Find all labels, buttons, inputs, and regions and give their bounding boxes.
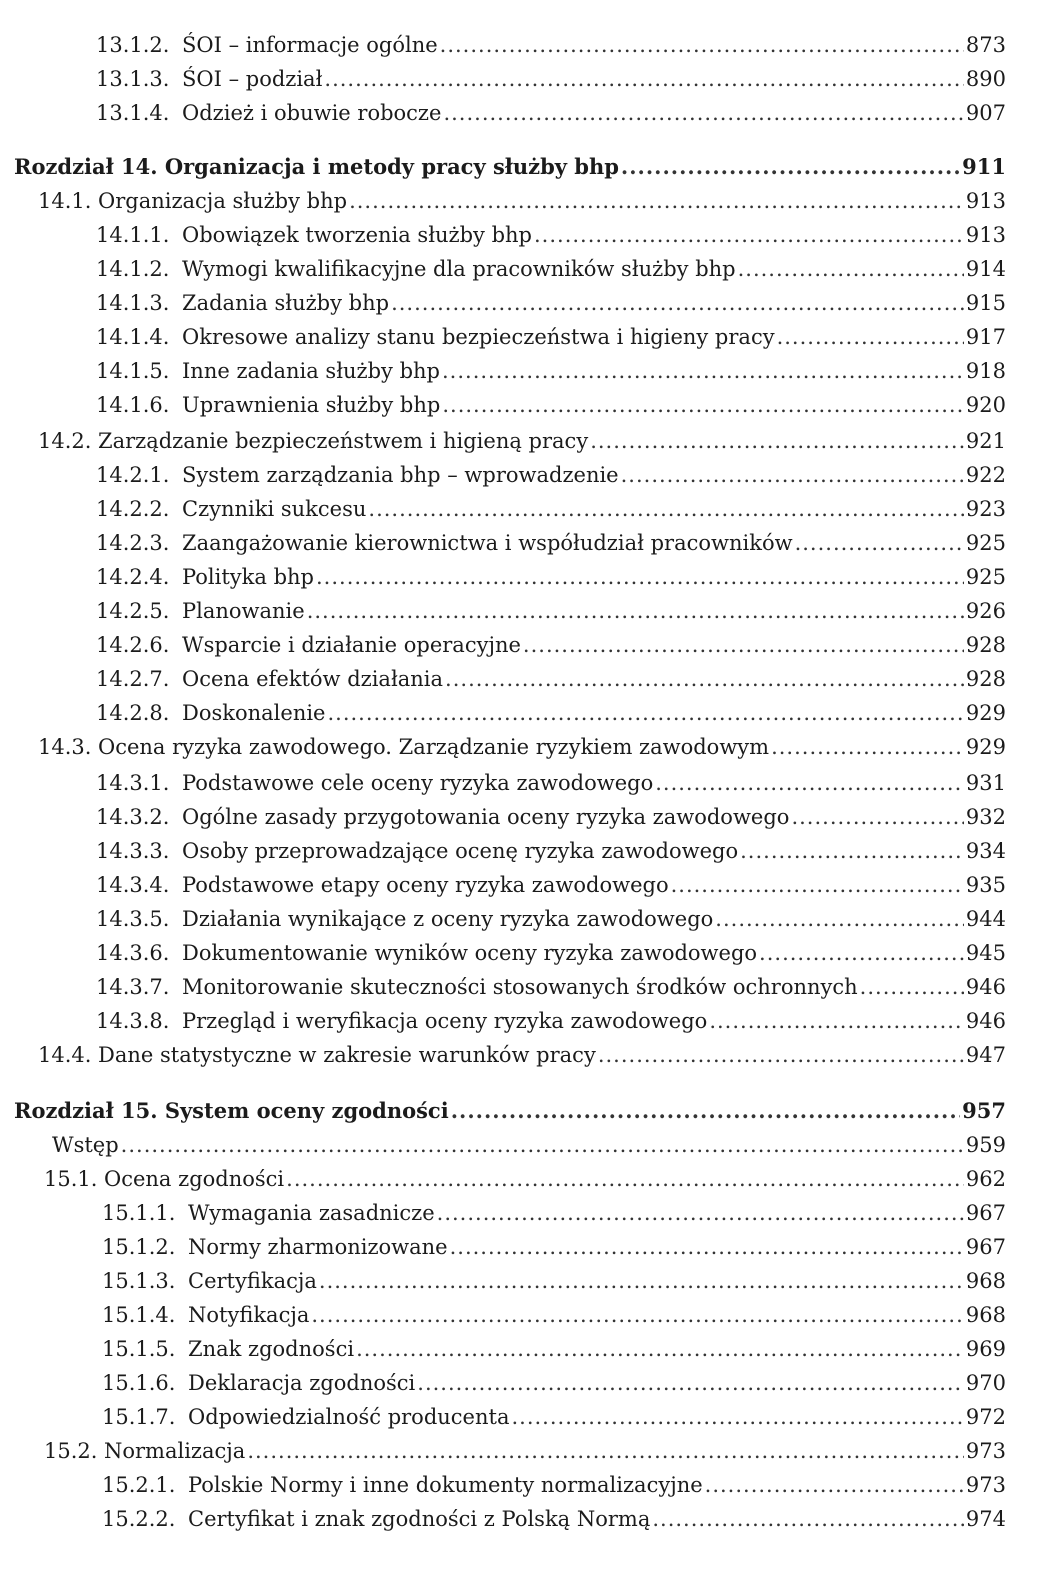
dot-leader: [705, 1468, 964, 1502]
toc-entry-page-number: 935: [965, 873, 1006, 897]
toc-entry-number: 13.1.4.: [96, 101, 170, 125]
dot-leader: [795, 526, 964, 560]
toc-entry-number: 15.1.7.: [102, 1405, 176, 1429]
toc-entry-number: 14.3.: [38, 735, 92, 759]
toc-entry-page-number: 925: [965, 565, 1006, 589]
toc-entry-number: 15.1.6.: [102, 1371, 176, 1395]
toc-entry-number: 14.3.3.: [96, 839, 170, 863]
toc-entry-title: Polityka bhp: [182, 565, 314, 589]
toc-entry-number: 14.2.3.: [96, 531, 170, 555]
toc-entry-title: Dokumentowanie wyników oceny ryzyka zawodowego: [182, 941, 758, 965]
dot-leader: [327, 696, 963, 730]
toc-entry[interactable]: [0, 696, 1054, 730]
toc-entry-page-number: 957: [962, 1098, 1006, 1123]
toc-entry-number: 14.2.8.: [96, 701, 170, 725]
toc-entry[interactable]: [0, 28, 1054, 62]
toc-entry[interactable]: [0, 1004, 1054, 1038]
toc-entry-page-number: 928: [965, 633, 1006, 657]
toc-entry-page-number: 959: [965, 1133, 1006, 1157]
toc-entry-page-number: 945: [965, 941, 1006, 965]
dot-leader: [442, 388, 964, 422]
toc-entry[interactable]: [0, 936, 1054, 970]
toc-entry[interactable]: [0, 1502, 1054, 1536]
toc-entry-page-number: 944: [965, 907, 1006, 931]
toc-entry[interactable]: [0, 1128, 1054, 1162]
toc-entry[interactable]: [0, 1038, 1054, 1072]
toc-entry-page-number: 918: [965, 359, 1006, 383]
toc-entry-number: 14.1.2.: [96, 257, 170, 281]
dot-leader: [777, 320, 964, 354]
toc-entry[interactable]: [0, 354, 1054, 388]
toc-entry-number: 13.1.3.: [96, 67, 170, 91]
toc-entry-title: ŚOI – informacje ogólne: [182, 33, 438, 57]
toc-entry-title: Normy zharmonizowane: [188, 1235, 448, 1259]
toc-entry[interactable]: [0, 662, 1054, 696]
toc-entry-title: Notyfikacja: [188, 1303, 310, 1327]
dot-leader: [319, 1264, 964, 1298]
toc-entry-title: ŚOI – podział: [182, 67, 323, 91]
toc-entry-number: 15.1.1.: [102, 1201, 176, 1225]
toc-entry[interactable]: [0, 730, 1054, 764]
toc-entry-page-number: 932: [965, 805, 1006, 829]
dot-leader: [451, 1094, 960, 1128]
toc-entry-title: Przegląd i weryfikacja oceny ryzyka zawodowego: [182, 1009, 708, 1033]
toc-entry-number: 14.1.5.: [96, 359, 170, 383]
toc-entry-title: Normalizacja: [104, 1439, 246, 1463]
toc-entry[interactable]: [0, 628, 1054, 662]
toc-entry-title: Doskonalenie: [182, 701, 326, 725]
toc-entry-title: Uprawnienia służby bhp: [182, 393, 441, 417]
dot-leader: [121, 1128, 964, 1162]
toc-entry-title: Podstawowe etapy oceny ryzyka zawodowego: [182, 873, 669, 897]
toc-entry-page-number: 968: [965, 1303, 1006, 1327]
toc-entry[interactable]: [0, 1196, 1054, 1230]
toc-entry-page-number: 929: [965, 735, 1006, 759]
toc-entry-title: Polskie Normy i inne dokumenty normalizacyjne: [188, 1473, 703, 1497]
toc-entry[interactable]: [0, 1400, 1054, 1434]
toc-entry-page-number: 969: [965, 1337, 1006, 1361]
toc-entry[interactable]: [0, 868, 1054, 902]
toc-entry-page-number: 946: [965, 1009, 1006, 1033]
toc-entry-number: 15.2.1.: [102, 1473, 176, 1497]
toc-entry[interactable]: [0, 1468, 1054, 1502]
dot-leader: [598, 1038, 964, 1072]
dot-leader: [621, 458, 964, 492]
dot-leader: [437, 1196, 964, 1230]
toc-entry-page-number: 934: [965, 839, 1006, 863]
toc-entry-title: Wsparcie i działanie operacyjne: [182, 633, 521, 657]
dot-leader: [316, 560, 964, 594]
toc-entry-page-number: 911: [962, 154, 1006, 179]
toc-entry-title: Zarządzanie bezpieczeństwem i higieną pracy: [98, 429, 589, 453]
toc-entry[interactable]: [0, 970, 1054, 1004]
toc-entry-number: 14.2.1.: [96, 463, 170, 487]
dot-leader: [311, 1298, 964, 1332]
dot-leader: [715, 902, 964, 936]
toc-entry-page-number: 921: [965, 429, 1006, 453]
toc-entry-title: Rozdział 14. Organizacja i metody pracy służby bhp: [14, 154, 619, 179]
toc-entry-page-number: 973: [965, 1473, 1006, 1497]
toc-entry[interactable]: [0, 834, 1054, 868]
toc-entry-title: System zarządzania bhp – wprowadzenie: [182, 463, 619, 487]
toc-entry[interactable]: [0, 800, 1054, 834]
toc-entry[interactable]: [0, 424, 1054, 458]
toc-entry-title: Organizacja służby bhp: [98, 189, 348, 213]
toc-entry-number: 15.2.2.: [102, 1507, 176, 1531]
toc-entry-number: 14.2.5.: [96, 599, 170, 623]
dot-leader: [709, 1004, 964, 1038]
toc-entry[interactable]: [0, 594, 1054, 628]
toc-entry-page-number: 890: [965, 67, 1006, 91]
toc-entry-title: Rozdział 15. System oceny zgodności: [14, 1098, 449, 1123]
toc-entry[interactable]: [0, 1230, 1054, 1264]
dot-leader: [324, 62, 964, 96]
toc-entry[interactable]: [0, 388, 1054, 422]
toc-entry-title: Certyfikat i znak zgodności z Polską Normą: [188, 1507, 651, 1531]
dot-leader: [621, 150, 960, 184]
toc-entry-number: 14.1.1.: [96, 223, 170, 247]
dot-leader: [671, 868, 964, 902]
dot-leader: [590, 424, 964, 458]
toc-entry-page-number: 926: [965, 599, 1006, 623]
dot-leader: [450, 1230, 964, 1264]
toc-entry-title: Planowanie: [182, 599, 305, 623]
dot-leader: [445, 662, 964, 696]
toc-chapter-entry[interactable]: [0, 150, 1054, 184]
toc-entry-number: 14.3.2.: [96, 805, 170, 829]
toc-entry-number: 15.1.3.: [102, 1269, 176, 1293]
toc-entry-title: Wstęp: [52, 1133, 119, 1157]
toc-entry-page-number: 962: [965, 1167, 1006, 1191]
toc-entry-title: Zadania służby bhp: [182, 291, 390, 315]
toc-entry-page-number: 913: [965, 223, 1006, 247]
toc-entry-page-number: 915: [965, 291, 1006, 315]
toc-entry[interactable]: [0, 62, 1054, 96]
dot-leader: [759, 936, 964, 970]
toc-entry[interactable]: [0, 458, 1054, 492]
toc-entry[interactable]: [0, 1434, 1054, 1468]
toc-entry[interactable]: [0, 1162, 1054, 1196]
toc-entry-number: 14.3.7.: [96, 975, 170, 999]
toc-entry-title: Wymagania zasadnicze: [188, 1201, 435, 1225]
toc-entry[interactable]: [0, 184, 1054, 218]
dot-leader: [286, 1162, 964, 1196]
dot-leader: [307, 594, 964, 628]
toc-entry-title: Odpowiedzialność producenta: [188, 1405, 510, 1429]
toc-entry-title: Odzież i obuwie robocze: [182, 101, 442, 125]
toc-entry-title: Wymogi kwalifikacyjne dla pracowników służby bhp: [182, 257, 736, 281]
dot-leader: [791, 800, 963, 834]
toc-entry[interactable]: [0, 1264, 1054, 1298]
toc-entry[interactable]: [0, 560, 1054, 594]
toc-entry[interactable]: [0, 218, 1054, 252]
dot-leader: [443, 96, 963, 130]
toc-entry[interactable]: [0, 902, 1054, 936]
dot-leader: [534, 218, 964, 252]
toc-entry-number: 14.1.4.: [96, 325, 170, 349]
toc-entry-page-number: 972: [965, 1405, 1006, 1429]
toc-entry-page-number: 967: [965, 1235, 1006, 1259]
toc-entry-page-number: 928: [965, 667, 1006, 691]
dot-leader: [349, 184, 964, 218]
toc-entry[interactable]: [0, 1366, 1054, 1400]
toc-entry-number: 15.1.4.: [102, 1303, 176, 1327]
toc-entry-title: Certyfikacja: [188, 1269, 317, 1293]
toc-entry-number: 15.1.: [44, 1167, 98, 1191]
toc-entry-title: Osoby przeprowadzające ocenę ryzyka zawodowego: [182, 839, 739, 863]
toc-entry[interactable]: [0, 492, 1054, 526]
toc-entry-title: Deklaracja zgodności: [188, 1371, 416, 1395]
toc-entry-page-number: 946: [965, 975, 1006, 999]
toc-entry-page-number: 973: [965, 1439, 1006, 1463]
toc-entry-page-number: 974: [965, 1507, 1006, 1531]
toc-entry[interactable]: [0, 252, 1054, 286]
toc-entry-number: 14.1.6.: [96, 393, 170, 417]
dot-leader: [740, 834, 964, 868]
toc-entry-page-number: 873: [965, 33, 1006, 57]
toc-entry-number: 14.3.6.: [96, 941, 170, 965]
toc-entry-title: Obowiązek tworzenia służby bhp: [182, 223, 532, 247]
dot-leader: [247, 1434, 964, 1468]
toc-entry-title: Czynniki sukcesu: [182, 497, 367, 521]
toc-entry-number: 13.1.2.: [96, 33, 170, 57]
toc-entry-number: 14.3.8.: [96, 1009, 170, 1033]
toc-entry-number: 14.2.4.: [96, 565, 170, 589]
toc-entry-number: 14.2.2.: [96, 497, 170, 521]
dot-leader: [738, 252, 964, 286]
dot-leader: [368, 492, 964, 526]
toc-chapter-entry[interactable]: [0, 1094, 1054, 1128]
toc-entry-number: 14.4.: [38, 1043, 92, 1067]
toc-entry-title: Ocena ryzyka zawodowego. Zarządzanie ryzykiem zawodowym: [98, 735, 770, 759]
toc-entry[interactable]: [0, 96, 1054, 130]
dot-leader: [440, 28, 964, 62]
toc-entry-title: Ogólne zasady przygotowania oceny ryzyka zawodowego: [182, 805, 790, 829]
toc-entry-number: 14.2.: [38, 429, 92, 453]
dot-leader: [523, 628, 964, 662]
dot-leader: [417, 1366, 964, 1400]
toc-entry-title: Monitorowanie skuteczności stosowanych środków ochronnych: [182, 975, 858, 999]
toc-entry[interactable]: [0, 286, 1054, 320]
toc-entry-number: 15.2.: [44, 1439, 98, 1463]
toc-entry-page-number: 931: [965, 771, 1006, 795]
toc-entry-page-number: 913: [965, 189, 1006, 213]
toc-entry-title: Ocena zgodności: [104, 1167, 285, 1191]
dot-leader: [652, 1502, 964, 1536]
dot-leader: [391, 286, 964, 320]
toc-entry-page-number: 970: [965, 1371, 1006, 1395]
toc-entry-page-number: 917: [965, 325, 1006, 349]
toc-entry-page-number: 947: [965, 1043, 1006, 1067]
toc-entry-title: Dane statystyczne w zakresie warunków pracy: [98, 1043, 596, 1067]
toc-entry-page-number: 929: [965, 701, 1006, 725]
toc-entry-page-number: 907: [965, 101, 1006, 125]
toc-entry[interactable]: [0, 526, 1054, 560]
dot-leader: [511, 1400, 963, 1434]
toc-entry-title: Inne zadania służby bhp: [182, 359, 440, 383]
dot-leader: [442, 354, 964, 388]
toc-entry-number: 14.2.6.: [96, 633, 170, 657]
toc-entry-title: Działania wynikające z oceny ryzyka zawodowego: [182, 907, 714, 931]
toc-entry-title: Zaangażowanie kierownictwa i współudział pracowników: [182, 531, 793, 555]
toc-entry[interactable]: [0, 1298, 1054, 1332]
dot-leader: [860, 970, 964, 1004]
toc-entry-number: 14.3.1.: [96, 771, 170, 795]
dot-leader: [771, 730, 964, 764]
toc-entry-number: 15.1.5.: [102, 1337, 176, 1361]
toc-entry[interactable]: [0, 766, 1054, 800]
toc-entry-number: 14.1.3.: [96, 291, 170, 315]
toc-entry[interactable]: [0, 1332, 1054, 1366]
toc-entry-page-number: 925: [965, 531, 1006, 555]
toc-entry-page-number: 922: [965, 463, 1006, 487]
toc-entry-number: 14.2.7.: [96, 667, 170, 691]
toc-entry-number: 14.3.4.: [96, 873, 170, 897]
toc-entry-number: 15.1.2.: [102, 1235, 176, 1259]
toc-entry-page-number: 967: [965, 1201, 1006, 1225]
toc-entry-title: Okresowe analizy stanu bezpieczeństwa i higieny pracy: [182, 325, 775, 349]
toc-entry-number: 14.1.: [38, 189, 92, 213]
dot-leader: [356, 1332, 964, 1366]
toc-entry-title: Ocena efektów działania: [182, 667, 444, 691]
toc-entry-title: Podstawowe cele oceny ryzyka zawodowego: [182, 771, 654, 795]
toc-entry-number: 14.3.5.: [96, 907, 170, 931]
toc-entry[interactable]: [0, 320, 1054, 354]
dot-leader: [655, 766, 964, 800]
toc-entry-page-number: 923: [965, 497, 1006, 521]
toc-entry-page-number: 920: [965, 393, 1006, 417]
toc-entry-title: Znak zgodności: [188, 1337, 355, 1361]
toc-entry-page-number: 914: [965, 257, 1006, 281]
toc-entry-page-number: 968: [965, 1269, 1006, 1293]
